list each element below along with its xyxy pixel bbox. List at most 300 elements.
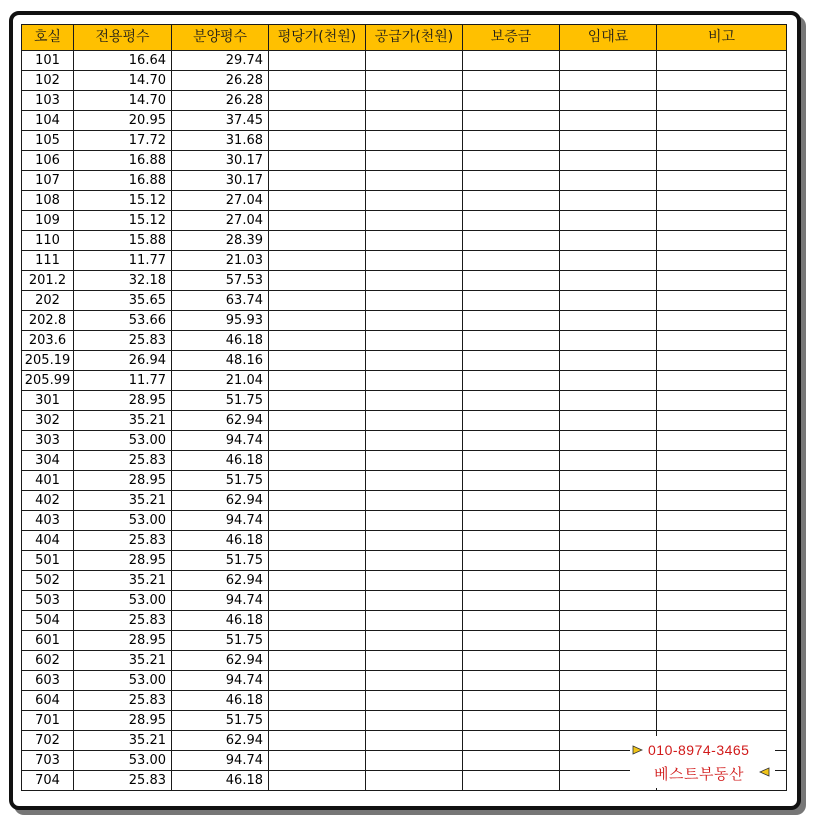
col-header-deposit[interactable]: 보증금 <box>463 25 560 51</box>
cell-notes[interactable] <box>657 171 787 191</box>
cell-sale-area[interactable]: 62.94 <box>172 731 269 751</box>
cell-sale-area[interactable]: 51.75 <box>172 471 269 491</box>
cell-sale-area[interactable]: 51.75 <box>172 631 269 651</box>
cell-rent[interactable] <box>560 611 657 631</box>
cell-sale-area[interactable]: 94.74 <box>172 671 269 691</box>
cell-price-per-pyeong[interactable] <box>269 551 366 571</box>
cell-room[interactable]: 110 <box>22 231 74 251</box>
cell-deposit[interactable] <box>463 671 560 691</box>
cell-rent[interactable] <box>560 551 657 571</box>
cell-sale-area[interactable]: 46.18 <box>172 451 269 471</box>
cell-supply-price[interactable] <box>366 231 463 251</box>
cell-supply-price[interactable] <box>366 491 463 511</box>
cell-exclusive-area[interactable]: 25.83 <box>74 531 172 551</box>
cell-price-per-pyeong[interactable] <box>269 491 366 511</box>
cell-deposit[interactable] <box>463 631 560 651</box>
cell-exclusive-area[interactable]: 15.88 <box>74 231 172 251</box>
cell-exclusive-area[interactable]: 28.95 <box>74 631 172 651</box>
cell-supply-price[interactable] <box>366 731 463 751</box>
cell-notes[interactable] <box>657 151 787 171</box>
cell-rent[interactable] <box>560 71 657 91</box>
cell-sale-area[interactable]: 62.94 <box>172 491 269 511</box>
cell-sale-area[interactable]: 28.39 <box>172 231 269 251</box>
cell-sale-area[interactable]: 37.45 <box>172 111 269 131</box>
cell-notes[interactable] <box>657 371 787 391</box>
col-header-exclusive-area[interactable]: 전용평수 <box>74 25 172 51</box>
cell-supply-price[interactable] <box>366 111 463 131</box>
cell-exclusive-area[interactable]: 53.00 <box>74 431 172 451</box>
cell-price-per-pyeong[interactable] <box>269 671 366 691</box>
cell-notes[interactable] <box>657 191 787 211</box>
cell-supply-price[interactable] <box>366 671 463 691</box>
cell-deposit[interactable] <box>463 591 560 611</box>
cell-room[interactable]: 404 <box>22 531 74 551</box>
cell-rent[interactable] <box>560 711 657 731</box>
cell-supply-price[interactable] <box>366 151 463 171</box>
cell-room[interactable]: 601 <box>22 631 74 651</box>
cell-exclusive-area[interactable]: 35.21 <box>74 731 172 751</box>
cell-notes[interactable] <box>657 691 787 711</box>
cell-room[interactable]: 205.19 <box>22 351 74 371</box>
cell-supply-price[interactable] <box>366 651 463 671</box>
cell-room[interactable]: 202.8 <box>22 311 74 331</box>
cell-supply-price[interactable] <box>366 511 463 531</box>
cell-supply-price[interactable] <box>366 291 463 311</box>
cell-sale-area[interactable]: 31.68 <box>172 131 269 151</box>
cell-room[interactable]: 202 <box>22 291 74 311</box>
cell-rent[interactable] <box>560 471 657 491</box>
cell-room[interactable]: 504 <box>22 611 74 631</box>
cell-supply-price[interactable] <box>366 751 463 771</box>
cell-exclusive-area[interactable]: 15.12 <box>74 211 172 231</box>
cell-supply-price[interactable] <box>366 711 463 731</box>
cell-room[interactable]: 303 <box>22 431 74 451</box>
cell-room[interactable]: 604 <box>22 691 74 711</box>
cell-notes[interactable] <box>657 51 787 71</box>
cell-room[interactable]: 401 <box>22 471 74 491</box>
cell-deposit[interactable] <box>463 611 560 631</box>
cell-exclusive-area[interactable]: 53.00 <box>74 671 172 691</box>
cell-notes[interactable] <box>657 251 787 271</box>
cell-rent[interactable] <box>560 271 657 291</box>
cell-rent[interactable] <box>560 111 657 131</box>
cell-price-per-pyeong[interactable] <box>269 111 366 131</box>
cell-price-per-pyeong[interactable] <box>269 371 366 391</box>
cell-supply-price[interactable] <box>366 591 463 611</box>
cell-exclusive-area[interactable]: 17.72 <box>74 131 172 151</box>
cell-exclusive-area[interactable]: 16.88 <box>74 171 172 191</box>
cell-room[interactable]: 501 <box>22 551 74 571</box>
cell-notes[interactable] <box>657 431 787 451</box>
cell-supply-price[interactable] <box>366 271 463 291</box>
cell-deposit[interactable] <box>463 471 560 491</box>
cell-supply-price[interactable] <box>366 571 463 591</box>
cell-supply-price[interactable] <box>366 191 463 211</box>
cell-supply-price[interactable] <box>366 411 463 431</box>
cell-sale-area[interactable]: 26.28 <box>172 71 269 91</box>
cell-deposit[interactable] <box>463 571 560 591</box>
cell-room[interactable]: 304 <box>22 451 74 471</box>
cell-rent[interactable] <box>560 451 657 471</box>
cell-supply-price[interactable] <box>366 311 463 331</box>
cell-rent[interactable] <box>560 671 657 691</box>
cell-deposit[interactable] <box>463 651 560 671</box>
cell-deposit[interactable] <box>463 731 560 751</box>
cell-deposit[interactable] <box>463 191 560 211</box>
cell-deposit[interactable] <box>463 131 560 151</box>
cell-supply-price[interactable] <box>366 131 463 151</box>
cell-price-per-pyeong[interactable] <box>269 771 366 791</box>
cell-price-per-pyeong[interactable] <box>269 91 366 111</box>
cell-sale-area[interactable]: 27.04 <box>172 211 269 231</box>
cell-deposit[interactable] <box>463 331 560 351</box>
cell-notes[interactable] <box>657 631 787 651</box>
cell-deposit[interactable] <box>463 711 560 731</box>
cell-exclusive-area[interactable]: 35.21 <box>74 651 172 671</box>
cell-sale-area[interactable]: 94.74 <box>172 511 269 531</box>
cell-room[interactable]: 403 <box>22 511 74 531</box>
cell-sale-area[interactable]: 51.75 <box>172 551 269 571</box>
cell-deposit[interactable] <box>463 71 560 91</box>
col-header-price-per-pyeong[interactable]: 평당가(천원) <box>269 25 366 51</box>
cell-notes[interactable] <box>657 551 787 571</box>
cell-notes[interactable] <box>657 591 787 611</box>
cell-room[interactable]: 104 <box>22 111 74 131</box>
cell-exclusive-area[interactable]: 35.21 <box>74 411 172 431</box>
cell-supply-price[interactable] <box>366 91 463 111</box>
cell-room[interactable]: 105 <box>22 131 74 151</box>
cell-price-per-pyeong[interactable] <box>269 291 366 311</box>
cell-deposit[interactable] <box>463 431 560 451</box>
cell-supply-price[interactable] <box>366 431 463 451</box>
cell-exclusive-area[interactable]: 35.65 <box>74 291 172 311</box>
cell-rent[interactable] <box>560 211 657 231</box>
cell-price-per-pyeong[interactable] <box>269 431 366 451</box>
cell-price-per-pyeong[interactable] <box>269 591 366 611</box>
cell-supply-price[interactable] <box>366 371 463 391</box>
cell-rent[interactable] <box>560 151 657 171</box>
cell-deposit[interactable] <box>463 351 560 371</box>
cell-price-per-pyeong[interactable] <box>269 571 366 591</box>
cell-supply-price[interactable] <box>366 331 463 351</box>
cell-notes[interactable] <box>657 711 787 731</box>
cell-deposit[interactable] <box>463 111 560 131</box>
table-row <box>22 331 787 351</box>
cell-room[interactable]: 302 <box>22 411 74 431</box>
cell-price-per-pyeong[interactable] <box>269 271 366 291</box>
cell-deposit[interactable] <box>463 491 560 511</box>
cell-notes[interactable] <box>657 451 787 471</box>
cell-notes[interactable] <box>657 491 787 511</box>
cell-room[interactable]: 603 <box>22 671 74 691</box>
cell-notes[interactable] <box>657 671 787 691</box>
cell-room[interactable]: 111 <box>22 251 74 271</box>
cell-exclusive-area[interactable]: 25.83 <box>74 331 172 351</box>
cell-rent[interactable] <box>560 411 657 431</box>
cell-supply-price[interactable] <box>366 251 463 271</box>
cell-exclusive-area[interactable]: 25.83 <box>74 611 172 631</box>
cell-supply-price[interactable] <box>366 211 463 231</box>
cell-rent[interactable] <box>560 131 657 151</box>
cell-supply-price[interactable] <box>366 631 463 651</box>
cell-exclusive-area[interactable]: 35.21 <box>74 491 172 511</box>
cell-price-per-pyeong[interactable] <box>269 251 366 271</box>
cell-price-per-pyeong[interactable] <box>269 511 366 531</box>
cell-deposit[interactable] <box>463 391 560 411</box>
cell-price-per-pyeong[interactable] <box>269 171 366 191</box>
cell-room[interactable]: 402 <box>22 491 74 511</box>
cell-sale-area[interactable]: 21.04 <box>172 371 269 391</box>
cell-notes[interactable] <box>657 351 787 371</box>
cell-supply-price[interactable] <box>366 551 463 571</box>
cell-rent[interactable] <box>560 331 657 351</box>
cell-rent[interactable] <box>560 631 657 651</box>
cell-exclusive-area[interactable]: 32.18 <box>74 271 172 291</box>
cell-rent[interactable] <box>560 171 657 191</box>
cell-exclusive-area[interactable]: 15.12 <box>74 191 172 211</box>
cell-exclusive-area[interactable]: 28.95 <box>74 391 172 411</box>
cell-exclusive-area[interactable]: 25.83 <box>74 691 172 711</box>
cell-deposit[interactable] <box>463 371 560 391</box>
cell-exclusive-area[interactable]: 53.66 <box>74 311 172 331</box>
cell-exclusive-area[interactable]: 16.88 <box>74 151 172 171</box>
cell-sale-area[interactable]: 30.17 <box>172 151 269 171</box>
cell-notes[interactable] <box>657 211 787 231</box>
cell-sale-area[interactable]: 51.75 <box>172 391 269 411</box>
cell-price-per-pyeong[interactable] <box>269 651 366 671</box>
cell-exclusive-area[interactable]: 53.00 <box>74 751 172 771</box>
cell-rent[interactable] <box>560 591 657 611</box>
cell-rent[interactable] <box>560 511 657 531</box>
cell-sale-area[interactable]: 63.74 <box>172 291 269 311</box>
cell-deposit[interactable] <box>463 211 560 231</box>
cell-notes[interactable] <box>657 531 787 551</box>
cell-rent[interactable] <box>560 191 657 211</box>
cell-notes[interactable] <box>657 651 787 671</box>
cell-room[interactable]: 301 <box>22 391 74 411</box>
cell-room[interactable]: 102 <box>22 71 74 91</box>
col-header-sale-area[interactable]: 분양평수 <box>172 25 269 51</box>
cell-deposit[interactable] <box>463 291 560 311</box>
cell-notes[interactable] <box>657 111 787 131</box>
cell-sale-area[interactable]: 26.28 <box>172 91 269 111</box>
cell-notes[interactable] <box>657 331 787 351</box>
cell-notes[interactable] <box>657 271 787 291</box>
cell-sale-area[interactable]: 95.93 <box>172 311 269 331</box>
cell-rent[interactable] <box>560 51 657 71</box>
cell-sale-area[interactable]: 48.16 <box>172 351 269 371</box>
cell-price-per-pyeong[interactable] <box>269 71 366 91</box>
cell-rent[interactable] <box>560 371 657 391</box>
cell-rent[interactable] <box>560 491 657 511</box>
col-header-rent[interactable]: 임대료 <box>560 25 657 51</box>
cell-rent[interactable] <box>560 231 657 251</box>
cell-room[interactable]: 106 <box>22 151 74 171</box>
cell-rent[interactable] <box>560 691 657 711</box>
cell-sale-area[interactable]: 46.18 <box>172 331 269 351</box>
cell-rent[interactable] <box>560 311 657 331</box>
cell-notes[interactable] <box>657 291 787 311</box>
cell-price-per-pyeong[interactable] <box>269 611 366 631</box>
cell-deposit[interactable] <box>463 411 560 431</box>
cell-room[interactable]: 702 <box>22 731 74 751</box>
cell-price-per-pyeong[interactable] <box>269 631 366 651</box>
cell-exclusive-area[interactable]: 53.00 <box>74 511 172 531</box>
cell-price-per-pyeong[interactable] <box>269 231 366 251</box>
cell-supply-price[interactable] <box>366 451 463 471</box>
cell-notes[interactable] <box>657 471 787 491</box>
cell-price-per-pyeong[interactable] <box>269 151 366 171</box>
col-header-supply-price[interactable]: 공급가(천원) <box>366 25 463 51</box>
cell-price-per-pyeong[interactable] <box>269 731 366 751</box>
cell-room[interactable]: 701 <box>22 711 74 731</box>
cell-room[interactable]: 108 <box>22 191 74 211</box>
cell-exclusive-area[interactable]: 28.95 <box>74 711 172 731</box>
cell-deposit[interactable] <box>463 451 560 471</box>
cell-sale-area[interactable]: 94.74 <box>172 751 269 771</box>
cell-exclusive-area[interactable]: 25.83 <box>74 771 172 791</box>
cell-rent[interactable] <box>560 431 657 451</box>
cell-deposit[interactable] <box>463 691 560 711</box>
cell-deposit[interactable] <box>463 771 560 791</box>
cell-sale-area[interactable]: 51.75 <box>172 711 269 731</box>
cell-notes[interactable] <box>657 611 787 631</box>
cell-price-per-pyeong[interactable] <box>269 411 366 431</box>
cell-exclusive-area[interactable]: 11.77 <box>74 251 172 271</box>
cell-notes[interactable] <box>657 571 787 591</box>
cell-deposit[interactable] <box>463 51 560 71</box>
cell-exclusive-area[interactable]: 25.83 <box>74 451 172 471</box>
cell-supply-price[interactable] <box>366 471 463 491</box>
cell-sale-area[interactable]: 62.94 <box>172 411 269 431</box>
cell-supply-price[interactable] <box>366 611 463 631</box>
cell-supply-price[interactable] <box>366 771 463 791</box>
cell-supply-price[interactable] <box>366 71 463 91</box>
cell-supply-price[interactable] <box>366 691 463 711</box>
cell-exclusive-area[interactable]: 26.94 <box>74 351 172 371</box>
cell-deposit[interactable] <box>463 251 560 271</box>
cell-rent[interactable] <box>560 531 657 551</box>
cell-deposit[interactable] <box>463 171 560 191</box>
cell-price-per-pyeong[interactable] <box>269 391 366 411</box>
cell-exclusive-area[interactable]: 14.70 <box>74 91 172 111</box>
cell-sale-area[interactable]: 29.74 <box>172 51 269 71</box>
cell-supply-price[interactable] <box>366 531 463 551</box>
cell-notes[interactable] <box>657 131 787 151</box>
cell-exclusive-area[interactable]: 14.70 <box>74 71 172 91</box>
cell-supply-price[interactable] <box>366 351 463 371</box>
cell-price-per-pyeong[interactable] <box>269 51 366 71</box>
cell-sale-area[interactable]: 46.18 <box>172 611 269 631</box>
cell-price-per-pyeong[interactable] <box>269 311 366 331</box>
cell-supply-price[interactable] <box>366 391 463 411</box>
cell-deposit[interactable] <box>463 751 560 771</box>
cell-deposit[interactable] <box>463 91 560 111</box>
cell-room[interactable]: 703 <box>22 751 74 771</box>
cell-rent[interactable] <box>560 291 657 311</box>
cell-notes[interactable] <box>657 411 787 431</box>
cell-supply-price[interactable] <box>366 51 463 71</box>
cell-sale-area[interactable]: 46.18 <box>172 531 269 551</box>
cell-deposit[interactable] <box>463 271 560 291</box>
cell-sale-area[interactable]: 46.18 <box>172 691 269 711</box>
cell-price-per-pyeong[interactable] <box>269 751 366 771</box>
cell-rent[interactable] <box>560 351 657 371</box>
cell-exclusive-area[interactable]: 11.77 <box>74 371 172 391</box>
cell-sale-area[interactable]: 57.53 <box>172 271 269 291</box>
col-header-notes[interactable]: 비고 <box>657 25 787 51</box>
cell-room[interactable]: 109 <box>22 211 74 231</box>
table-row <box>22 571 787 591</box>
cell-room[interactable]: 503 <box>22 591 74 611</box>
cell-rent[interactable] <box>560 571 657 591</box>
cell-sale-area[interactable]: 94.74 <box>172 591 269 611</box>
cell-room[interactable]: 103 <box>22 91 74 111</box>
cell-rent[interactable] <box>560 391 657 411</box>
cell-deposit[interactable] <box>463 311 560 331</box>
cell-room[interactable]: 205.99 <box>22 371 74 391</box>
cell-sale-area[interactable]: 94.74 <box>172 431 269 451</box>
cell-sale-area[interactable]: 30.17 <box>172 171 269 191</box>
cell-room[interactable]: 203.6 <box>22 331 74 351</box>
cell-exclusive-area[interactable]: 53.00 <box>74 591 172 611</box>
cell-notes[interactable] <box>657 511 787 531</box>
cell-notes[interactable] <box>657 71 787 91</box>
cell-exclusive-area[interactable]: 35.21 <box>74 571 172 591</box>
col-header-room[interactable]: 호실 <box>22 25 74 51</box>
cell-exclusive-area[interactable]: 28.95 <box>74 551 172 571</box>
cell-exclusive-area[interactable]: 16.64 <box>74 51 172 71</box>
cell-exclusive-area[interactable]: 20.95 <box>74 111 172 131</box>
cell-sale-area[interactable]: 21.03 <box>172 251 269 271</box>
cell-price-per-pyeong[interactable] <box>269 691 366 711</box>
cell-price-per-pyeong[interactable] <box>269 331 366 351</box>
cell-rent[interactable] <box>560 251 657 271</box>
cell-deposit[interactable] <box>463 231 560 251</box>
cell-sale-area[interactable]: 62.94 <box>172 571 269 591</box>
cell-deposit[interactable] <box>463 151 560 171</box>
cell-price-per-pyeong[interactable] <box>269 471 366 491</box>
cell-exclusive-area[interactable]: 28.95 <box>74 471 172 491</box>
cell-room[interactable]: 502 <box>22 571 74 591</box>
cell-deposit[interactable] <box>463 511 560 531</box>
cell-room[interactable]: 101 <box>22 51 74 71</box>
cell-price-per-pyeong[interactable] <box>269 131 366 151</box>
cell-notes[interactable] <box>657 91 787 111</box>
cell-price-per-pyeong[interactable] <box>269 531 366 551</box>
cell-deposit[interactable] <box>463 531 560 551</box>
cell-rent[interactable] <box>560 651 657 671</box>
cell-price-per-pyeong[interactable] <box>269 711 366 731</box>
cell-sale-area[interactable]: 62.94 <box>172 651 269 671</box>
cell-room[interactable]: 602 <box>22 651 74 671</box>
cell-room[interactable]: 107 <box>22 171 74 191</box>
cell-sale-area[interactable]: 46.18 <box>172 771 269 791</box>
cell-notes[interactable] <box>657 231 787 251</box>
cell-price-per-pyeong[interactable] <box>269 451 366 471</box>
cell-supply-price[interactable] <box>366 171 463 191</box>
cell-notes[interactable] <box>657 311 787 331</box>
cell-notes[interactable] <box>657 391 787 411</box>
cell-price-per-pyeong[interactable] <box>269 351 366 371</box>
cell-room[interactable]: 704 <box>22 771 74 791</box>
cell-sale-area[interactable]: 27.04 <box>172 191 269 211</box>
cell-deposit[interactable] <box>463 551 560 571</box>
cell-price-per-pyeong[interactable] <box>269 211 366 231</box>
cell-price-per-pyeong[interactable] <box>269 191 366 211</box>
cell-rent[interactable] <box>560 91 657 111</box>
cell-room[interactable]: 201.2 <box>22 271 74 291</box>
